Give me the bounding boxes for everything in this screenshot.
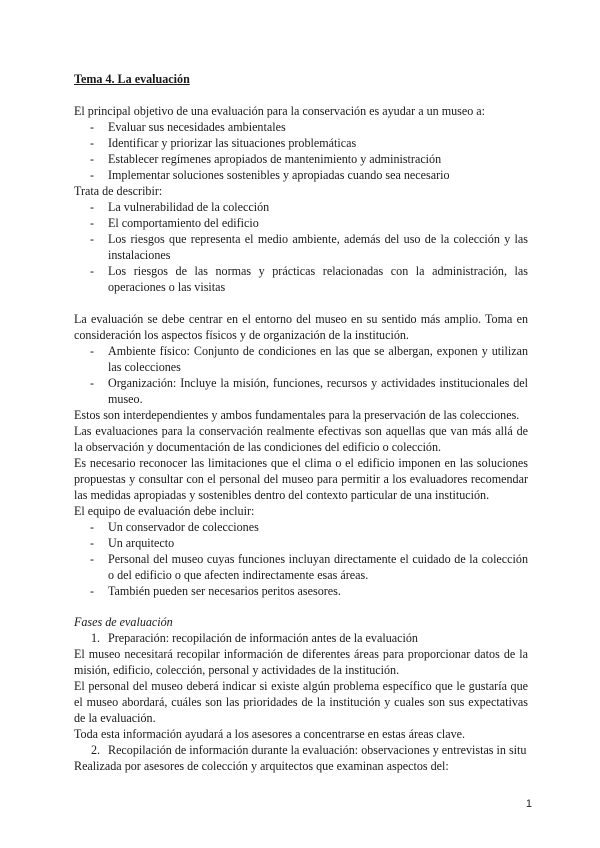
phases-section [74,614,528,774]
list-item: - El comportamiento del edificio [74,215,528,231]
phase-item [74,742,528,758]
list-item: - Un arquitecto [74,535,528,551]
phase-item [74,630,528,646]
list-item: - Ambiente físico: Conjunto de condiciones en las que se albergan, exponen y utilizan las colecciones [74,343,528,375]
phase-label: Recopilación de información durante la evaluación: observaciones y entrevistas in situ [108,743,527,757]
list-item: - Los riesgos de las normas y prácticas relacionadas con la administración, las operaciones o las visitas [74,263,528,295]
phase-number: 2. [91,743,101,757]
list-item: - Los riesgos que representa el medio ambiente, además del uso de la colección y las instalaciones [74,231,528,263]
list-item: - Establecer regímenes apropiados de mantenimiento y administración [74,151,528,167]
objectives-list [74,119,528,183]
list-item: - Evaluar sus necesidades ambientales [74,119,528,135]
context-section [74,311,528,599]
list-item: - También pueden ser necesarios peritos asesores. [74,583,528,599]
list-item: - Un conservador de colecciones [74,519,528,535]
intro-paragraph: El principal objetivo de una evaluación para la conservación es ayudar a un museo a: [74,104,486,118]
phase-list [74,630,528,646]
intro-section [74,103,528,295]
phase-list [74,742,528,758]
phase-label: Preparación: recopilación de información antes de la evaluación [108,631,418,645]
describe-intro: Trata de describir: [74,184,163,198]
phases-heading: Fases de evaluación [74,615,173,629]
body-paragraph: El museo necesitará recopilar información de diferentes áreas para proporcionar datos de la misión, edificio, colección, personal y actividades de la institución. [74,647,528,677]
context-list [74,343,528,407]
context-paragraph: La evaluación se debe centrar en el entorno del museo en su sentido más amplio. Toma en consideración los aspectos físicos y de organización de la institución. [74,312,528,342]
describe-list [74,199,528,295]
page-number: 1 [525,798,532,810]
list-item: - Identificar y priorizar las situaciones problemáticas [74,135,528,151]
phase-number: 1. [91,631,101,645]
list-item: - Personal del museo cuyas funciones incluyan directamente el cuidado de la colección o del edificio o que afecten indirectamente esas áreas. [74,551,528,583]
list-item: - Implementar soluciones sostenibles y apropiadas cuando sea necesario [74,167,528,183]
body-paragraph: Toda esta información ayudará a los asesores a concentrarse en estas áreas clave. [74,727,466,741]
body-paragraph: Es necesario reconocer las limitaciones que el clima o el edificio imponen en las soluciones propuestas y consultar con el personal del museo para permitir a los evaluadores recomendar las medidas apropiadas y sostenibles dentro del contexto particular de una institución. [74,456,528,502]
body-paragraph: Estos son interdependientes y ambos fundamentales para la preservación de las colecciones. [74,408,520,422]
team-list [74,519,528,599]
team-intro: El equipo de evaluación debe incluir: [74,504,255,518]
list-item: - La vulnerabilidad de la colección [74,199,528,215]
body-paragraph: El personal del museo deberá indicar si existe algún problema específico que le gustaría que el museo abordará, cuáles son las prioridades de la institución y cuales son sus expectativas de la evaluación. [74,679,528,725]
body-paragraph: Realizada por asesores de colección y arquitectos que examinan aspectos del: [74,759,449,773]
page-title: Tema 4. La evaluación [74,72,190,86]
body-paragraph: Las evaluaciones para la conservación realmente efectivas son aquellas que van más allá de la observación y documentación de las condiciones del edificio o colección. [74,424,528,454]
list-item: - Organización: Incluye la misión, funciones, recursos y actividades institucionales del museo. [74,375,528,407]
